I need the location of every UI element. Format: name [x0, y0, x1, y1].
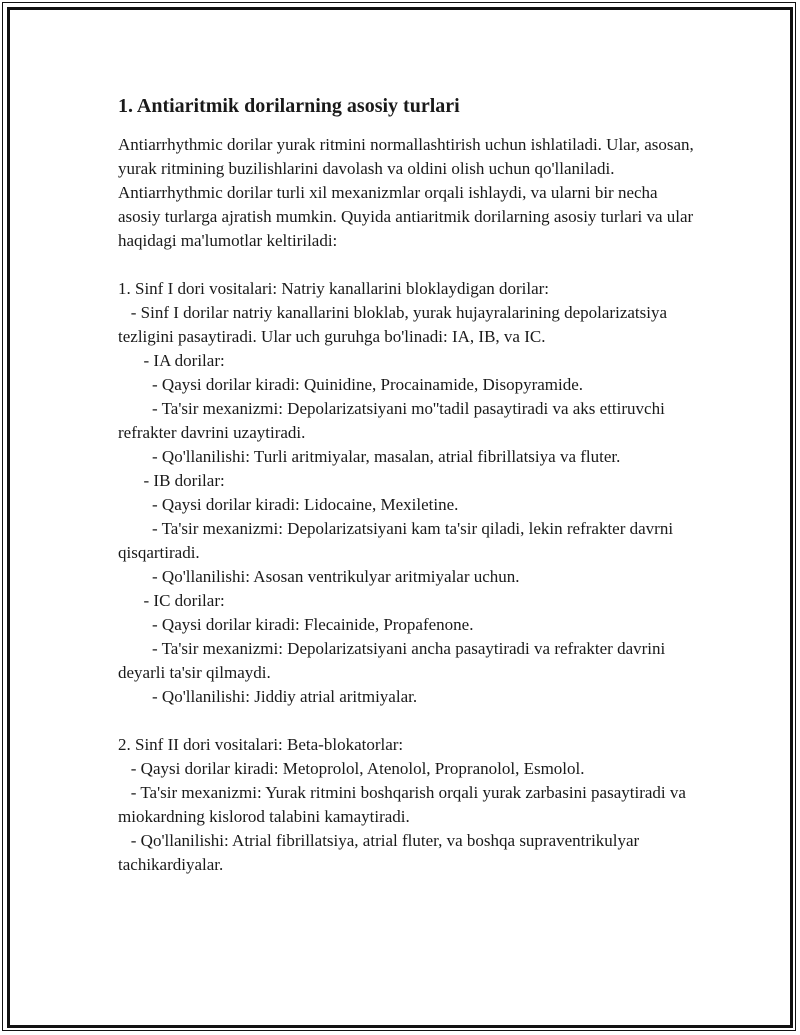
- list-line: - Qaysi dorilar kiradi: Flecainide, Propafenone.: [118, 615, 474, 634]
- list-line: - IB dorilar:: [118, 471, 225, 490]
- list-line: - Qaysi dorilar kiradi: Quinidine, Procainamide, Disopyramide.: [118, 375, 584, 394]
- list-line: - Ta'sir mexanizmi: Depolarizatsiyani ancha pasaytiradi va refrakter davrini deyarli ta'sir qilmaydi.: [118, 639, 670, 682]
- intro-paragraph: Antiarrhythmic dorilar yurak ritmini normallashtirish uchun ishlatiladi. Ular, asosan, yurak ritmining buzilishlarini davolash va oldini olish uchun qo'llaniladi. Antiarrhythmic dorilar turli xil mexanizmlar orqali ishlaydi, va ularni bir necha asosiy turlarga ajratish mumkin. Quyida antiaritmik dorilarning asosiy turlari va ular haqidagi ma'lumotlar keltiriladi:: [118, 135, 694, 250]
- drug-class-list: [118, 277, 700, 877]
- list-line: - Qo'llanilishi: Turli aritmiyalar, masalan, atrial fibrillatsiya va fluter.: [118, 447, 621, 466]
- list-line: - IC dorilar:: [118, 591, 225, 610]
- list-line: - IA dorilar:: [118, 351, 225, 370]
- section-title: 1. Antiaritmik dorilarning asosiy turlari: [118, 95, 460, 117]
- list-line: - Qo'llanilishi: Jiddiy atrial aritmiyalar.: [118, 687, 418, 706]
- list-line: - Qaysi dorilar kiradi: Lidocaine, Mexiletine.: [118, 495, 459, 514]
- list-line: - Ta'sir mexanizmi: Depolarizatsiyani mo''tadil pasaytiradi va aks ettiruvchi refrakter davrini uzaytiradi.: [118, 399, 670, 442]
- list-line: - Ta'sir mexanizmi: Depolarizatsiyani kam ta'sir qiladi, lekin refrakter davrni qisqartiradi.: [118, 519, 678, 562]
- list-line: 1. Sinf I dori vositalari: Natriy kanallarini bloklaydigan dorilar:: [118, 279, 550, 298]
- document-body: [118, 93, 700, 877]
- list-line: - Sinf I dorilar natriy kanallarini bloklab, yurak hujayralarining depolarizatsiya tezligini pasaytiradi. Ular uch guruhga bo'linadi: IA, IB, va IC.: [118, 303, 672, 346]
- list-line: - Ta'sir mexanizmi: Yurak ritmini boshqarish orqali yurak zarbasini pasaytiradi va miokardning kislorod talabini kamaytiradi.: [118, 783, 691, 826]
- list-line: - Qo'llanilishi: Atrial fibrillatsiya, atrial fluter, va boshqa supraventrikulyar tachikardiyalar.: [118, 831, 644, 874]
- list-line: - Qaysi dorilar kiradi: Metoprolol, Atenolol, Propranolol, Esmolol.: [118, 759, 585, 778]
- list-line-blank: [118, 709, 700, 733]
- list-line: 2. Sinf II dori vositalari: Beta-blokatorlar:: [118, 735, 404, 754]
- list-line: - Qo'llanilishi: Asosan ventrikulyar aritmiyalar uchun.: [118, 567, 520, 586]
